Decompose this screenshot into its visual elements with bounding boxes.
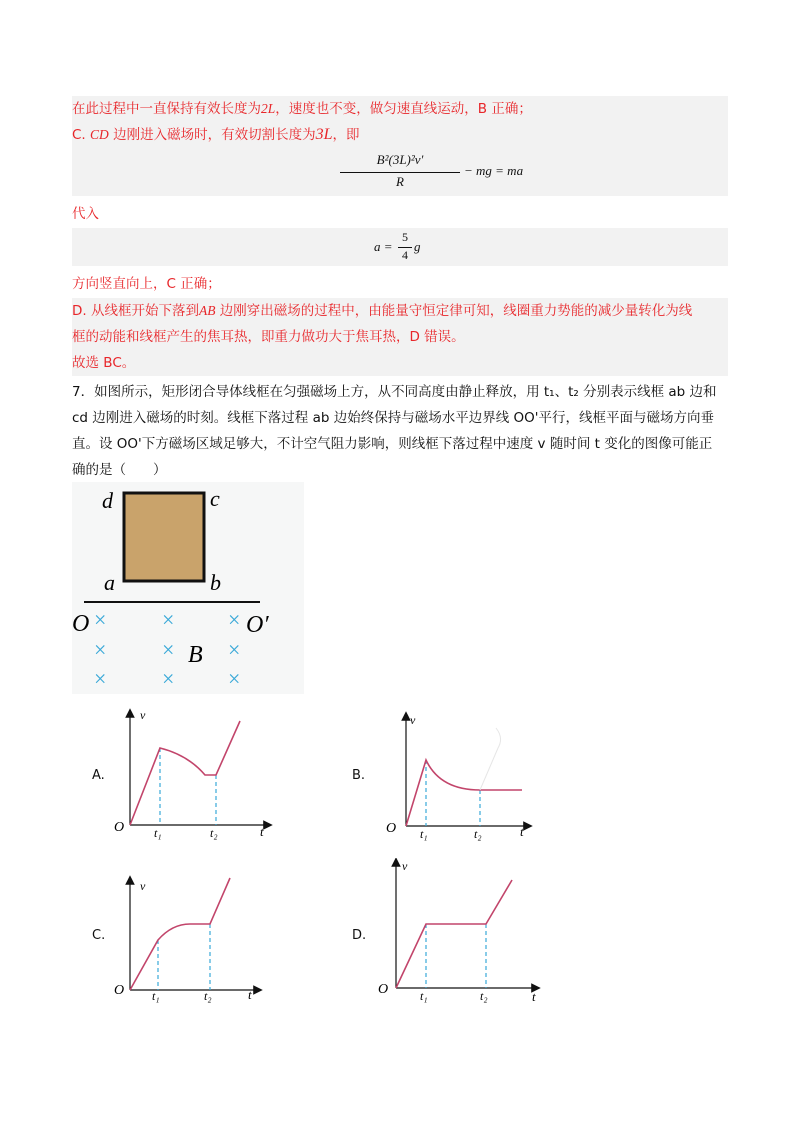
axis-label-t: t — [248, 987, 252, 1002]
label-O-prime: O′ — [246, 612, 269, 638]
cross-icon: × — [162, 666, 175, 691]
t2-label: t₂ — [204, 989, 212, 1003]
v-t-curve — [130, 878, 230, 990]
solution-line-2 — [72, 122, 728, 148]
label-c: c — [210, 486, 220, 511]
origin-label: O — [114, 820, 125, 835]
v-t-curve — [406, 760, 522, 826]
option-D-label[interactable]: D. — [352, 928, 367, 943]
solution-text: D. 从线框开始下落到 — [72, 303, 199, 319]
graph-D[interactable] — [376, 858, 546, 1008]
equation-2 — [72, 228, 728, 266]
solution-block-D — [72, 298, 728, 376]
solution-line-3: 方向竖直向上，C 正确； — [72, 276, 221, 292]
var-3L: 3L — [315, 126, 333, 143]
var-2L: 2L — [261, 101, 276, 116]
label-O: O — [72, 611, 90, 637]
question-line-4: 确的是（ ） — [72, 462, 167, 478]
cross-icon: × — [228, 607, 241, 632]
var-CD: CD — [90, 127, 109, 142]
cross-icon: × — [162, 637, 175, 662]
origin-label: O — [386, 821, 397, 836]
v-t-curve — [130, 721, 240, 825]
eq2-lhs: a = — [374, 239, 393, 254]
t2-label: t₂ — [474, 827, 482, 841]
question-line-1: 7．如图所示，矩形闭合导体线框在匀强磁场上方，从不同高度由静止释放，用 t₁、t₂ 分别表示线框 ab 边和 — [72, 384, 717, 400]
t1-label: t₁ — [154, 826, 162, 840]
t1-label: t₁ — [152, 989, 160, 1003]
solution-daijin: 代入 — [72, 206, 99, 222]
cross-icon: × — [162, 607, 175, 632]
solution-line-1 — [72, 96, 728, 122]
equation-1 — [72, 148, 728, 196]
solution-line-6: 故选 BC。 — [72, 355, 136, 371]
solution-text: ，即 — [332, 127, 360, 143]
eq1-numerator: B²(3L)²v' — [376, 152, 424, 167]
label-d: d — [102, 488, 113, 513]
solution-text: 边刚进入磁场时，有效切割长度为 — [108, 127, 316, 143]
option-B-label[interactable]: B. — [352, 768, 366, 783]
v-t-curve — [396, 880, 512, 988]
axis-label-v: v — [410, 713, 416, 727]
t2-label: t₂ — [210, 826, 218, 840]
solution-line-5: 框的动能和线框产生的焦耳热，即重力做功大于焦耳热，D 错误。 — [72, 329, 465, 345]
solution-text: ，速度也不变，做匀速直线运动，B 正确； — [275, 101, 532, 117]
graph-B[interactable] — [380, 708, 540, 843]
axis-label-v: v — [140, 708, 146, 722]
question-line-3: 直。设 OO'下方磁场区域足够大，不计空气阻力影响，则线框下落过程中速度 v 随时间 t 变化的图像可能正 — [72, 436, 713, 452]
option-C-label[interactable]: C. — [92, 928, 106, 943]
graph-A[interactable] — [110, 705, 280, 840]
eq2-denominator: 4 — [402, 248, 408, 262]
wire-frame — [124, 493, 204, 581]
axis-label-t: t — [260, 824, 264, 839]
var-AB: AB — [198, 303, 216, 318]
axis-label-t: t — [532, 989, 536, 1004]
label-a: a — [104, 570, 115, 595]
eq1-denominator: R — [396, 174, 404, 189]
axis-label-t: t — [520, 824, 524, 839]
cross-icon: × — [94, 607, 107, 632]
cross-icon: × — [228, 666, 241, 691]
t1-label: t₁ — [420, 827, 428, 841]
solution-line-4 — [72, 298, 728, 324]
eq2-numerator: 5 — [402, 230, 408, 244]
origin-label: O — [378, 982, 389, 997]
option-A-label[interactable]: A. — [92, 768, 105, 783]
label-b: b — [210, 570, 221, 595]
cross-icon: × — [94, 666, 107, 691]
solution-text: 边刚穿出磁场的过程中，由能量守恒定律可知，线圈重力势能的减少量转化为线 — [215, 303, 693, 319]
question-line-2: cd 边刚进入磁场的时刻。线框下落过程 ab 边始终保持与磁场水平边界线 OO'平行，线框平面与磁场方向垂 — [72, 410, 714, 426]
axis-label-v: v — [402, 859, 408, 873]
eq2-rhs: g — [414, 239, 421, 254]
frame-figure — [72, 482, 304, 694]
faint-sketch — [480, 728, 501, 790]
cross-icon: × — [94, 637, 107, 662]
cross-icon: × — [228, 637, 241, 662]
t1-label: t₁ — [420, 989, 428, 1003]
axis-label-v: v — [140, 879, 146, 893]
label-B: B — [188, 642, 203, 668]
solution-text: 在此过程中一直保持有效长度为 — [72, 101, 261, 117]
graph-C[interactable] — [110, 872, 270, 1007]
eq1-fraction-bar — [340, 172, 460, 173]
origin-label: O — [114, 983, 125, 998]
t2-label: t₂ — [480, 989, 488, 1003]
solution-text: C. — [72, 127, 91, 143]
question-7 — [72, 379, 728, 483]
eq1-rest: − mg = ma — [464, 163, 524, 178]
